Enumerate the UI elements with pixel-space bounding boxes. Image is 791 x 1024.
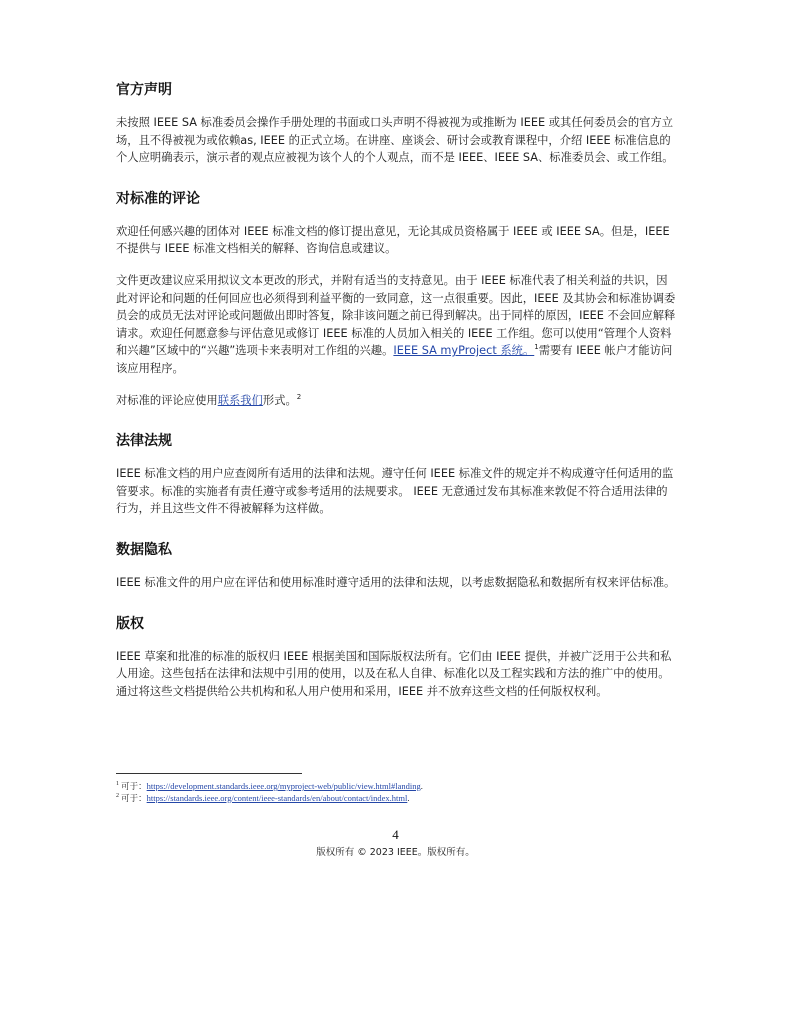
paragraph: IEEE 标准文档的用户应查阅所有适用的法律和法规。遵守任何 IEEE 标准文件的规定并不构成遵守任何适用的监管要求。标准的实施者有责任遵守或参考适用的法规要求。 IEEE 无意通过发布其标准来敦促不符合适用法律的行为，并且这些文件不得被解释为这样做。 [116, 467, 674, 516]
footnote-end: . [407, 792, 410, 803]
footnote-mark: 2 [116, 792, 119, 799]
page-number: 4 [392, 827, 399, 842]
section-copyrights [116, 614, 678, 701]
footnote-label: 可于： [121, 781, 147, 791]
section-comments-on-standards [116, 189, 678, 409]
footnote [116, 793, 676, 805]
footnote-label: 可于： [121, 792, 147, 803]
paragraph: IEEE 草案和批准的标准的版权归 IEEE 根据美国和国际版权法所有。它们由 IEEE 提供，并被广泛用于公共和私人用途。这些包括在法律和法规中引用的使用，以及在私人自律、标准化以及工程实践和方法的推广中的使用。通过将这些文档提供给公共机构和私人用户使用和采用，IEEE 并不放弃这些文档的任何版权权利。 [116, 649, 672, 698]
footnotes [116, 781, 676, 804]
paragraph-text: 形式。 [262, 393, 297, 407]
section-heading: 官方声明 [116, 82, 172, 98]
paragraph-text: 对标准的评论应使用 [116, 393, 218, 407]
footnote-ref[interactable]: 2 [296, 392, 302, 401]
section-heading: 对标准的评论 [116, 190, 200, 207]
copyright-notice: 版权所有 © 2023 IEEE。版权所有。 [316, 847, 475, 858]
paragraph: 未按照 IEEE SA 标准委员会操作手册处理的书面或口头声明不得被视为或推断为 IEEE 或其任何委员会的官方立场，且不得被视为或依赖as, IEEE 的正式立场。在讲座、座谈会、研讨会或教育课程中，介绍 IEEE 标准信息的个人应明确表示，演示者的观点应被视为该个人的个人观点，而不是 IEEE、IEEE SA、标准委员会、或工作组。 [116, 116, 674, 165]
section-heading: 版权 [116, 615, 144, 632]
footnote-url-link[interactable]: https://standards.ieee.org/content/ieee-standards/en/about/contact/index.html [146, 792, 408, 803]
paragraph-text: 文件更改建议应采用拟议文本更改的形式，并附有适当的支持意见。由于 IEEE 标准代表了相关利益的共识，因此对评论和问题的任何回应也必须得到利益平衡的一致同意，这一点很重要。因此，IEEE 及其协会和标准协调委员会的成员无法对评论或问题做出即时答复，除非该问题之前已得到解决。出于同样的原因，IEEE 不会回应解释请求。欢迎任何愿意参与评估意见或修订 IEEE 标准的人员加入相关的 IEEE 工作组。您可以使用“管理个人资料和兴趣”区域中的“兴趣”选项卡来表明对工作组的兴趣。 [116, 273, 676, 358]
footnote [116, 781, 676, 793]
section-data-privacy [116, 540, 678, 592]
contact-us-link[interactable]: 联系我们 [217, 393, 263, 407]
paragraph: 欢迎任何感兴趣的团体对 IEEE 标准文档的修订提出意见，无论其成员资格属于 IEEE 或 IEEE SA。但是，IEEE 不提供与 IEEE 标准文档相关的解释、咨询信息或建议。 [116, 224, 670, 256]
paragraph [116, 392, 678, 410]
myproject-link[interactable]: IEEE SA myProject 系统。 [393, 344, 535, 358]
footnote-ref[interactable]: 1 [534, 343, 539, 352]
section-laws-and-regulations [116, 431, 678, 518]
paragraph [116, 272, 678, 378]
footnote-mark: 1 [116, 781, 119, 788]
section-heading: 数据隐私 [116, 541, 172, 558]
section-official-statements [116, 80, 678, 167]
footnote-separator [116, 773, 302, 774]
section-heading: 法律法规 [116, 433, 172, 450]
footnote-url-link[interactable]: https://development.standards.ieee.org/myproject-web/public/view.html#landing [146, 781, 421, 791]
page-body [116, 80, 678, 700]
paragraph-text: 需要有 IEEE 帐户才能访问该应用程序。 [116, 344, 673, 375]
footnote-end: . [420, 781, 423, 791]
paragraph: IEEE 标准文件的用户应在评估和使用标准时遵守适用的法律和法规，以考虑数据隐私和数据所有权来评估标准。 [116, 575, 676, 589]
